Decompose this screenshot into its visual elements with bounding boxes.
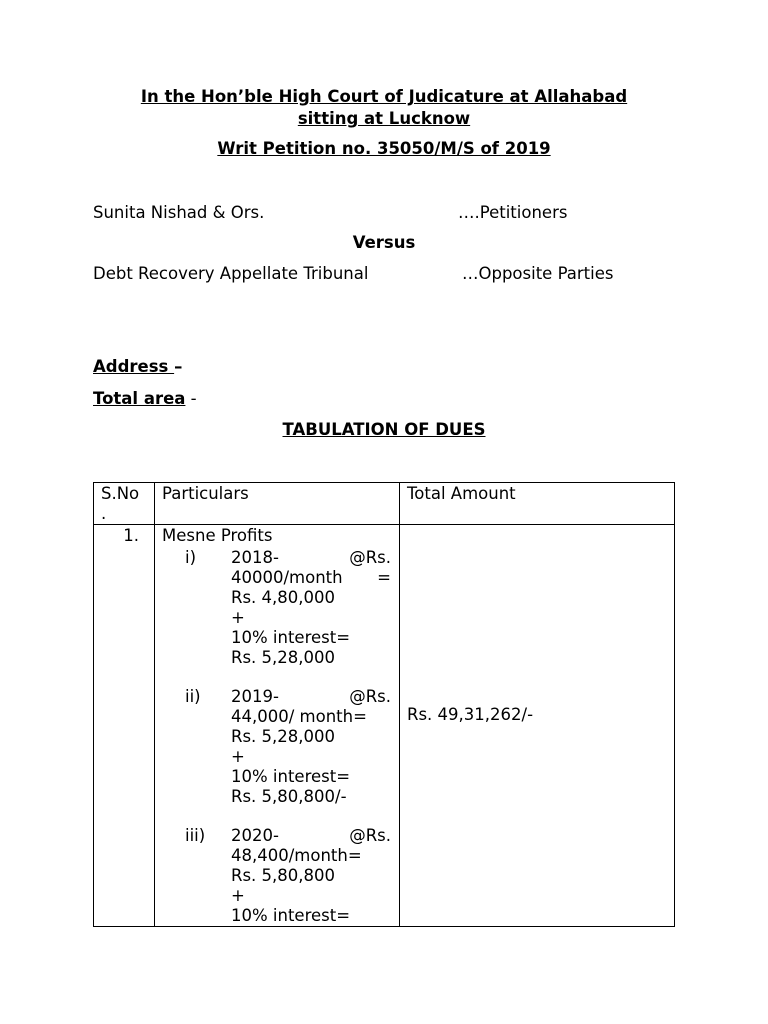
row-sno: 1.: [123, 526, 139, 545]
table-title: TABULATION OF DUES: [282, 420, 486, 439]
item-interest-label: 10% interest=: [231, 767, 351, 786]
particular-item: [155, 687, 399, 826]
address-separator: –: [174, 357, 183, 376]
total-area-separator: -: [185, 389, 197, 408]
item-plus: +: [231, 747, 245, 766]
item-subtotal: Rs. 5,28,000: [231, 727, 336, 746]
item-numeral: ii): [185, 687, 201, 706]
item-year: 2020-: [231, 826, 279, 845]
total-area-label: Total area: [93, 389, 186, 408]
petitioner-name: Sunita Nishad & Ors.: [93, 203, 265, 222]
item-numeral: iii): [185, 826, 206, 845]
table-header-row: [94, 483, 675, 525]
item-rate-prefix: @Rs.: [349, 826, 391, 845]
header-total-amount-text: Total Amount: [407, 484, 516, 503]
table-row: [94, 525, 675, 927]
header-particulars-text: Particulars: [162, 484, 249, 503]
particular-item: [155, 548, 399, 687]
row-particulars-cell: [155, 525, 400, 927]
court-title-line1: In the Hon’ble High Court of Judicature at Allahabad: [140, 87, 628, 106]
respondent-name: Debt Recovery Appellate Tribunal: [93, 264, 369, 283]
item-subtotal: Rs. 4,80,000: [231, 588, 336, 607]
header-particulars: [155, 483, 400, 525]
item-rate: 44,000/ month=: [231, 707, 367, 726]
row-sno-cell: [94, 525, 155, 927]
header-sno-text: S.No: [101, 484, 140, 503]
total-area-field: [93, 389, 197, 408]
row-amount-cell: [400, 525, 675, 927]
address-label: Address: [93, 357, 175, 376]
header-sno: [94, 483, 155, 525]
particular-title: Mesne Profits: [162, 526, 273, 545]
item-year: 2018-: [231, 548, 279, 567]
header-total-amount: [400, 483, 675, 525]
item-total: Rs. 5,28,000: [231, 648, 336, 667]
item-equals: =: [377, 568, 391, 587]
petitioner-role: ….Petitioners: [458, 203, 568, 222]
respondent-role: …Opposite Parties: [462, 264, 614, 283]
item-year: 2019-: [231, 687, 279, 706]
item-rate: 40000/month: [231, 568, 343, 587]
total-amount-value: Rs. 49,31,262/-: [407, 705, 534, 724]
item-rate: 48,400/month=: [231, 846, 362, 865]
item-interest-label: 10% interest=: [231, 906, 351, 925]
item-interest-label: 10% interest=: [231, 628, 351, 647]
item-subtotal: Rs. 5,80,800: [231, 866, 336, 885]
petition-number: Writ Petition no. 35050/M/S of 2019: [217, 139, 551, 158]
address-field: [93, 357, 182, 376]
item-rate-prefix: @Rs.: [349, 548, 391, 567]
item-plus: +: [231, 886, 245, 905]
dues-table: [93, 482, 675, 927]
item-rate-prefix: @Rs.: [349, 687, 391, 706]
item-numeral: i): [185, 548, 197, 567]
item-total: Rs. 5,80,800/-: [231, 787, 347, 806]
particular-item: [155, 826, 399, 926]
item-plus: +: [231, 608, 245, 627]
header-sno-wrap: .: [101, 504, 107, 523]
versus-label: Versus: [352, 233, 416, 252]
court-title-line2: sitting at Lucknow: [297, 109, 471, 128]
